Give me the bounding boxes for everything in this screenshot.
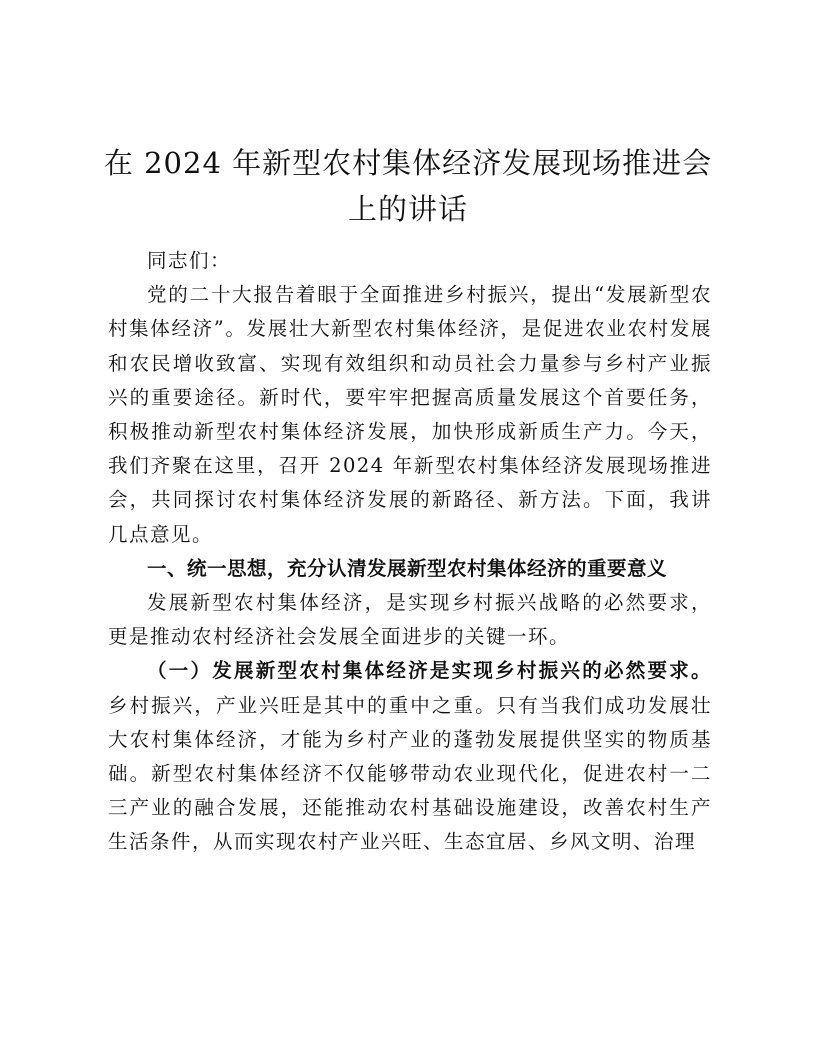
- document-title: 在 2024 年新型农村集体经济发展现场推进会上的讲话: [103, 146, 713, 226]
- paragraph-section-1: 发展新型农村集体经济，是实现乡村振兴战略的必然要求，更是推动农村经济社会发展全面进步的关键一环。: [108, 591, 712, 649]
- subsection-heading-1: （一）发展新型农村集体经济是实现乡村振兴的必然要求。: [147, 659, 712, 683]
- document-body: [108, 244, 712, 860]
- salutation: 同志们：: [147, 249, 232, 272]
- paragraph-subsection-1: [108, 654, 712, 859]
- subsection-text-1: 乡村振兴，产业兴旺是其中的重中之重。只有当我们成功发展壮大农村集体经济，才能为乡村产业的蓬勃发展提供坚实的物质基础。新型农村集体经济不仅能够带动农业现代化，促进农村一二三产业的融合发展，还能推动农村基础设施建设，改善农村生产生活条件，从而实现农村产业兴旺、生态宜居、乡风文明、治理: [108, 693, 712, 854]
- paragraph-intro: 党的二十大报告着眼于全面推进乡村振兴，提出“发展新型农村集体经济”。发展壮大新型农村集体经济，是促进农业农村发展和农民增收致富、实现有效组织和动员社会力量参与乡村产业振兴的重要途径。新时代，要牢牢把握高质量发展这个首要任务，积极推动新型农村集体经济发展，加快形成新质生产力。今天，我们齐聚在这里，召开 2024 年新型农村集体经济发展现场推进会，共同探讨农村集体经济发展的新路径、新方法。下面，我讲几点意见。: [108, 283, 712, 546]
- section-heading-1: 一、统一思想，充分认清发展新型农村集体经济的重要意义: [147, 556, 668, 580]
